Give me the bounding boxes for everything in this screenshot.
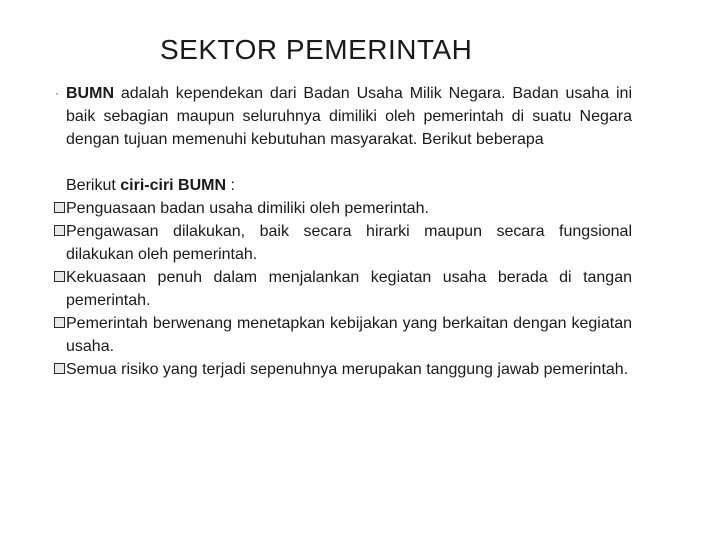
list-lead-bold: ciri-ciri BUMN	[120, 177, 227, 194]
list-item	[60, 358, 632, 381]
checkbox-bullet-icon	[54, 363, 65, 374]
list-item	[60, 197, 632, 220]
bullet-dot-icon: ·	[55, 86, 59, 100]
spacer	[60, 151, 632, 174]
list-lead	[60, 174, 632, 197]
checkbox-bullet-icon	[54, 225, 65, 236]
list-item-text: Kekuasaan penuh dalam menjalankan kegiatan usaha berada di tangan pemerintah.	[66, 269, 632, 309]
checkbox-bullet-icon	[54, 317, 65, 328]
list-item	[60, 266, 632, 312]
slide-title: SEKTOR PEMERINTAH	[160, 34, 473, 65]
slide-body	[55, 82, 632, 381]
checkbox-bullet-icon	[54, 202, 65, 213]
list-lead-end: :	[226, 177, 235, 194]
intro-text: adalah kependekan dari Badan Usaha Milik Negara. Badan usaha ini baik sebagian maupun seluruhnya dimiliki oleh pemerintah di suatu Negara dengan tujuan memenuhi kebutuhan masyarakat. Berikut beberapa	[66, 85, 632, 148]
checkbox-bullet-icon	[54, 271, 65, 282]
list-item-text: Penguasaan badan usaha dimiliki oleh pemerintah.	[66, 200, 429, 217]
list-lead-plain: Berikut	[66, 177, 121, 194]
intro-paragraph	[55, 82, 632, 151]
list-item-text: Pengawasan dilakukan, baik secara hirarki maupun secara fungsional dilakukan oleh pemerintah.	[66, 223, 632, 263]
list-item	[60, 312, 632, 358]
list-item-text: Pemerintah berwenang menetapkan kebijakan yang berkaitan dengan kegiatan usaha.	[66, 315, 632, 355]
list-item-text: Semua risiko yang terjadi sepenuhnya merupakan tanggung jawab pemerintah.	[66, 361, 629, 378]
intro-term: BUMN	[66, 85, 114, 102]
list-item	[60, 220, 632, 266]
